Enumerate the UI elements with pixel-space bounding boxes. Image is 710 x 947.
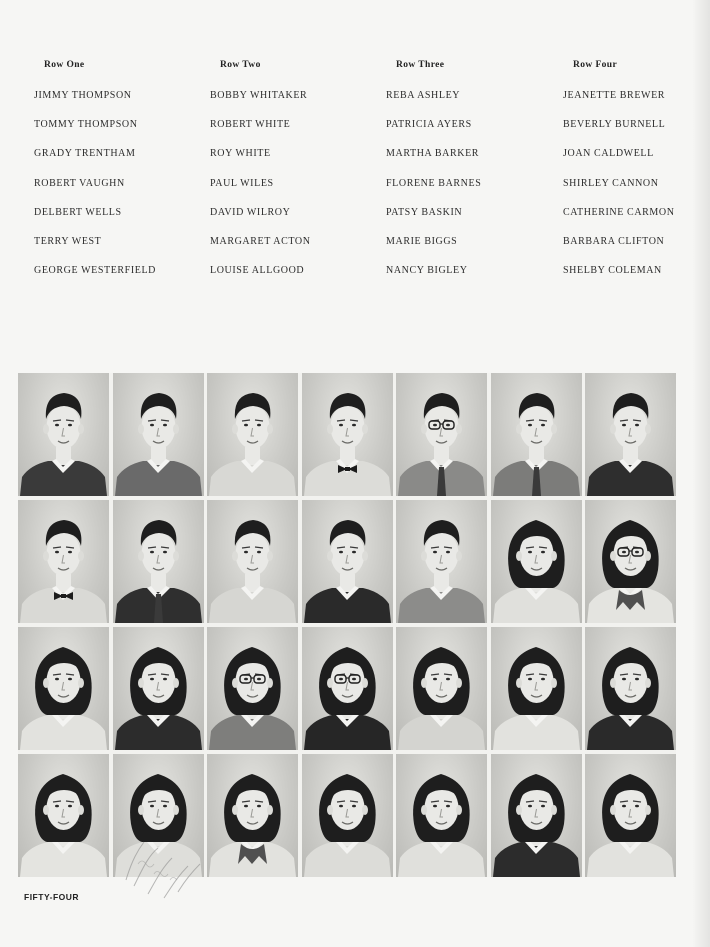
student-name: FLORENE BARNES — [386, 177, 482, 189]
roster-column-row-four — [563, 58, 710, 291]
student-portrait — [396, 627, 487, 750]
student-portrait — [585, 754, 676, 877]
student-portrait — [491, 373, 582, 496]
student-name: GRADY TRENTHAM — [34, 148, 136, 160]
page-number: FIFTY-FOUR — [24, 892, 80, 902]
student-portrait — [585, 373, 676, 496]
student-name: DAVID WILROY — [210, 206, 291, 218]
row-heading: Row Four — [573, 60, 618, 70]
student-portrait — [207, 627, 298, 750]
student-portrait — [113, 754, 204, 877]
student-name: NANCY BIGLEY — [386, 265, 468, 277]
student-name: DELBERT WELLS — [34, 206, 122, 218]
portrait-row — [18, 500, 676, 623]
student-name: TERRY WEST — [34, 235, 102, 247]
student-portrait — [18, 373, 109, 496]
roster-column-row-two — [210, 58, 380, 291]
student-portrait — [585, 500, 676, 623]
student-portrait — [491, 500, 582, 623]
student-name: MARTHA BARKER — [386, 148, 480, 160]
student-name: REBA ASHLEY — [386, 90, 461, 101]
student-name: BEVERLY BURNELL — [563, 119, 666, 131]
name-roster — [0, 0, 710, 300]
student-portrait — [113, 373, 204, 496]
student-name: GEORGE WESTERFIELD — [34, 265, 156, 277]
student-portrait — [491, 627, 582, 750]
portrait-grid — [18, 373, 676, 877]
student-portrait — [396, 373, 487, 496]
student-portrait — [207, 373, 298, 496]
row-heading: Row Two — [220, 60, 261, 70]
student-name: MARIE BIGGS — [386, 235, 458, 247]
student-name: ROY WHITE — [210, 148, 271, 160]
student-portrait — [302, 627, 393, 750]
student-name: CATHERINE CARMON — [563, 206, 675, 218]
student-portrait — [491, 754, 582, 877]
student-name: JIMMY THOMPSON — [34, 90, 132, 101]
student-name: SHELBY COLEMAN — [563, 265, 662, 277]
roster-column-row-one — [34, 58, 204, 291]
portrait-row — [18, 754, 676, 877]
student-name: PATSY BASKIN — [386, 206, 463, 218]
student-portrait — [302, 754, 393, 877]
student-name: LOUISE ALLGOOD — [210, 265, 305, 277]
student-name: ROBERT WHITE — [210, 119, 291, 131]
student-portrait — [207, 500, 298, 623]
student-portrait — [18, 754, 109, 877]
student-portrait — [302, 373, 393, 496]
student-portrait — [302, 500, 393, 623]
row-heading: Row Three — [396, 60, 445, 70]
student-portrait — [113, 627, 204, 750]
student-portrait — [396, 754, 487, 877]
student-name: JOAN CALDWELL — [563, 148, 654, 160]
portrait-row — [18, 627, 676, 750]
student-name: BOBBY WHITAKER — [210, 90, 308, 101]
student-name: MARGARET ACTON — [210, 235, 311, 247]
student-name: PATRICIA AYERS — [386, 119, 472, 131]
student-name: TOMMY THOMPSON — [34, 119, 138, 131]
student-portrait — [18, 500, 109, 623]
student-portrait — [396, 500, 487, 623]
student-name: SHIRLEY CANNON — [563, 177, 659, 189]
row-heading: Row One — [44, 60, 85, 70]
student-name: JEANETTE BREWER — [563, 90, 666, 101]
student-portrait — [113, 500, 204, 623]
student-name: BARBARA CLIFTON — [563, 235, 665, 247]
student-portrait — [585, 627, 676, 750]
student-name: PAUL WILES — [210, 177, 274, 189]
portrait-row — [18, 373, 676, 496]
student-name: ROBERT VAUGHN — [34, 177, 125, 189]
student-portrait — [207, 754, 298, 877]
roster-column-row-three — [386, 58, 556, 291]
page-edge-shadow — [692, 0, 710, 947]
student-portrait — [18, 627, 109, 750]
